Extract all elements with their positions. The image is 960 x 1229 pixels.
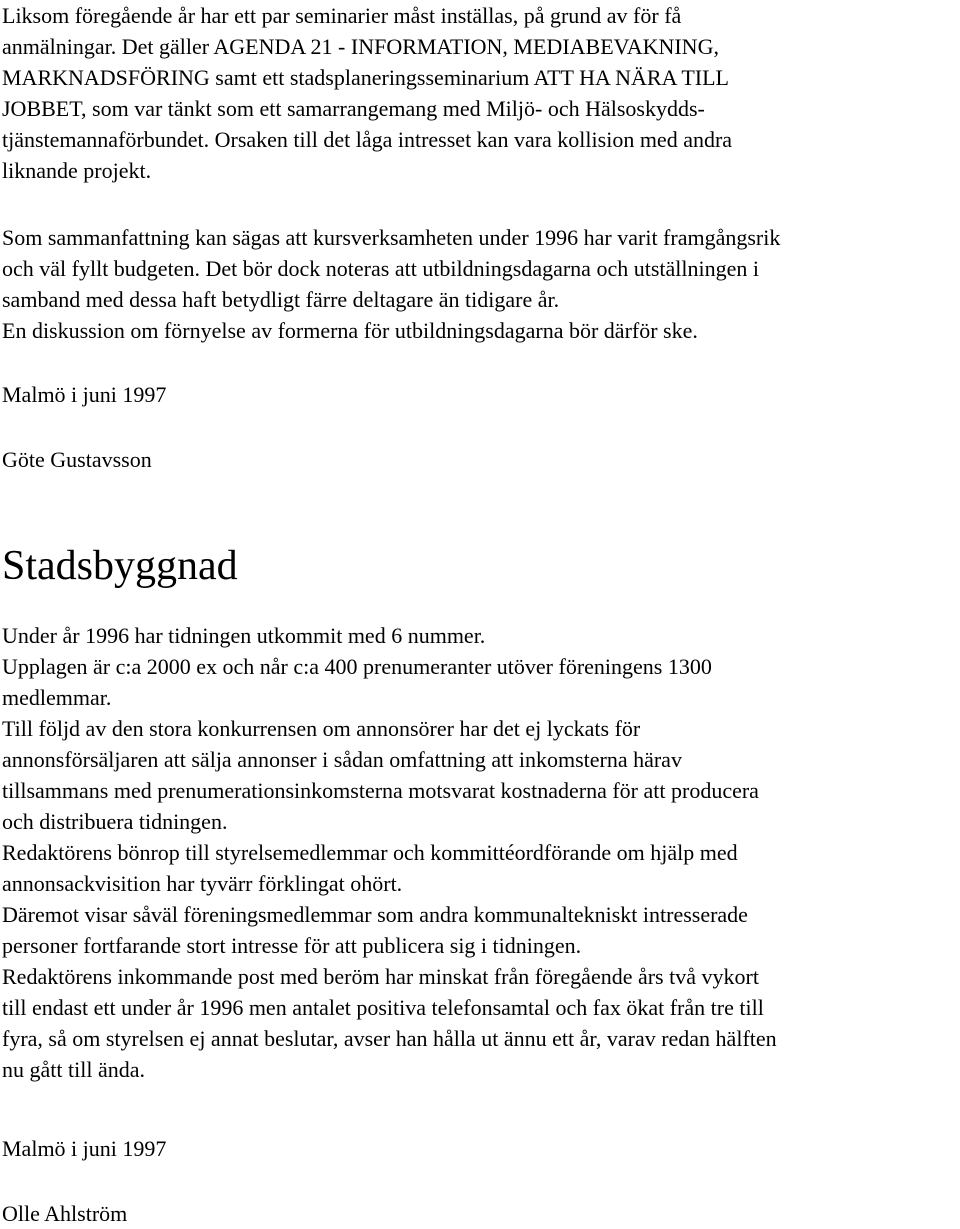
text-line: Till följd av den stora konkurrensen om annonsörer har det ej lyckats för	[2, 716, 641, 741]
text-line: och väl fyllt budgeten. Det bör dock noteras att utbildningsdagarna och utställningen i	[2, 256, 759, 281]
text-line: Däremot visar såväl föreningsmedlemmar som andra kommunaltekniskt intresserade	[2, 902, 748, 927]
section-heading-text: Stadsbyggnad	[2, 543, 238, 589]
place-date-text: Malmö i juni 1997	[2, 382, 167, 407]
text-line: annonsförsäljaren att sälja annonser i sådan omfattning att inkomsterna härav	[2, 747, 682, 772]
text-line: annonsackvisition har tyvärr förklingat ohört.	[2, 871, 403, 896]
place-date	[2, 379, 166, 410]
summary-paragraph	[2, 222, 780, 346]
text-line: Upplagen är c:a 2000 ex och når c:a 400 prenumeranter utöver föreningens 1300	[2, 654, 712, 679]
text-line: Som sammanfattning kan sägas att kursverksamheten under 1996 har varit framgångsrik	[2, 225, 781, 250]
text-line: Under år 1996 har tidningen utkommit med 6 nummer.	[2, 623, 486, 648]
text-line: Redaktörens inkommande post med beröm har minskat från föregående års två vykort	[2, 964, 759, 989]
place-date	[2, 1133, 166, 1164]
text-line: Redaktörens bönrop till styrelsemedlemmar och kommittéordförande om hjälp med	[2, 840, 738, 865]
text-line: personer fortfarande stort intresse för att publicera sig i tidningen.	[2, 933, 582, 958]
signature-text: Göte Gustavsson	[2, 447, 152, 472]
text-line: till endast ett under år 1996 men antalet positiva telefonsamtal och fax ökat från tre till	[2, 995, 764, 1020]
text-line: nu gått till ända.	[2, 1057, 145, 1082]
text-line: tillsammans med prenumerationsinkomsterna motsvarat kostnaderna för att producera	[2, 778, 759, 803]
text-line: JOBBET, som var tänkt som ett samarrangemang med Miljö- och Hälsoskydds-	[2, 96, 705, 121]
signature	[2, 1198, 127, 1229]
signature-text: Olle Ahlström	[2, 1201, 128, 1226]
text-line: medlemmar.	[2, 685, 112, 710]
text-line: Liksom föregående år har ett par seminarier måst inställas, på grund av för få	[2, 3, 682, 28]
text-line: tjänstemannaförbundet. Orsaken till det låga intresset kan vara kollision med andra	[2, 127, 733, 152]
place-date-text: Malmö i juni 1997	[2, 1136, 167, 1161]
text-line: liknande projekt.	[2, 158, 152, 183]
text-line: fyra, så om styrelsen ej annat beslutar, avser han hålla ut ännu ett år, varav redan hälften	[2, 1026, 777, 1051]
section-heading	[2, 541, 238, 591]
text-line: samband med dessa haft betydligt färre deltagare än tidigare år.	[2, 287, 560, 312]
seminar-paragraph	[2, 0, 732, 186]
text-line: MARKNADSFÖRING samt ett stadsplaneringsseminarium ATT HA NÄRA TILL	[2, 65, 729, 90]
text-line: En diskussion om förnyelse av formerna för utbildningsdagarna bör därför ske.	[2, 318, 698, 343]
text-line: och distribuera tidningen.	[2, 809, 228, 834]
text-line: anmälningar. Det gäller AGENDA 21 - INFORMATION, MEDIABEVAKNING,	[2, 34, 719, 59]
signature	[2, 444, 152, 475]
newspaper-paragraph	[2, 620, 777, 1085]
